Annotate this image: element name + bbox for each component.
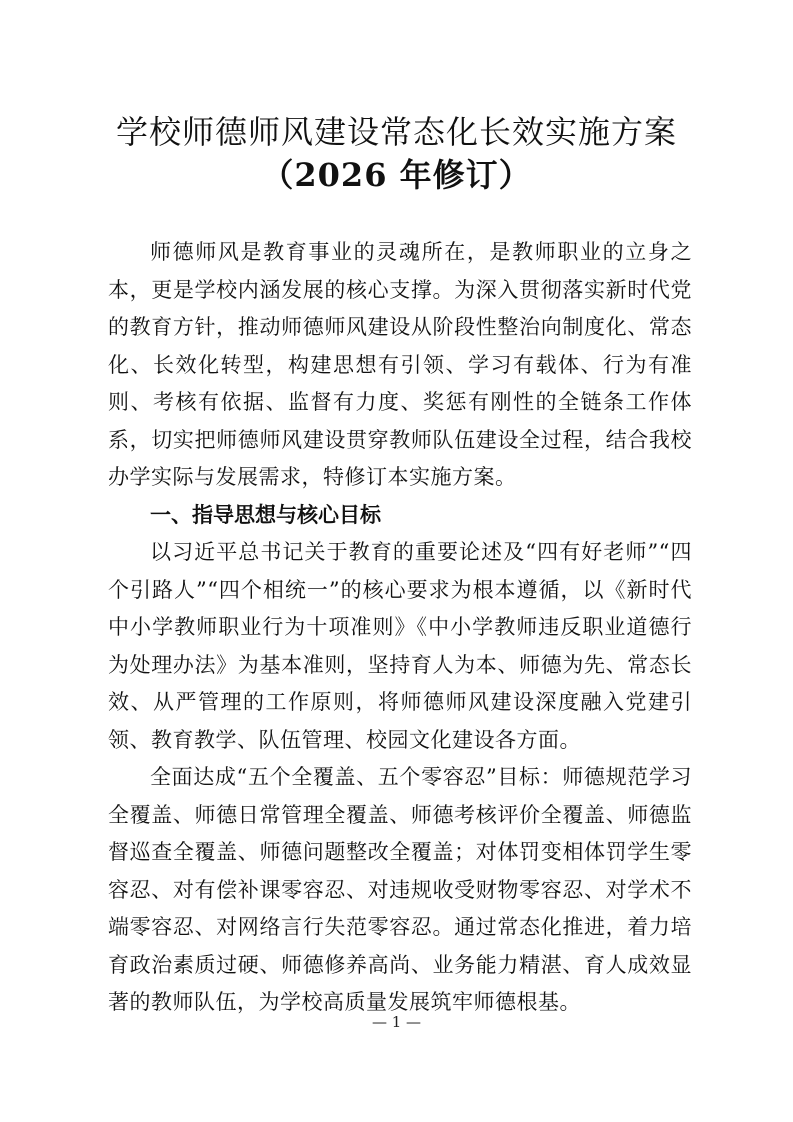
section-heading: 一、指导思想与核心目标: [150, 502, 381, 527]
section-paragraph-1: 以习近平总书记关于教育的重要论述及“四有好老师”“四个引路人”“四个相统一”的核心要求为根本遵循，以《新时代中小学教师职业行为十项准则》《中小学教师违反职业道德行为处理办法》为基本准则，坚持育人为本、师德为先、常态长效、从严管理的工作原则，将师德师风建设深度融入党建引领、教育教学、队伍管理、校园文化建设各方面。: [108, 540, 692, 752]
intro-paragraph: 师德师风是教育事业的灵魂所在，是教师职业的立身之本，更是学校内涵发展的核心支撑。为深入贯彻落实新时代党的教育方针，推动师德师风建设从阶段性整治向制度化、常态化、长效化转型，构建思想有引领、学习有载体、行为有准则、考核有依据、监督有力度、奖惩有刚性的全链条工作体系，切实把师德师风建设贯穿教师队伍建设全过程，结合我校办学实际与发展需求，特修订本实施方案。: [108, 240, 692, 489]
page-number: — 1 —: [371, 1013, 422, 1031]
section-paragraph-2: 全面达成“五个全覆盖、五个零容忍”目标：师德规范学习全覆盖、师德日常管理全覆盖、师德考核评价全覆盖、师德监督巡查全覆盖、师德问题整改全覆盖；对体罚变相体罚学生零容忍、对有偿补课零容忍、对违规收受财物零容忍、对学术不端零容忍、对网络言行失范零容忍。通过常态化推进，着力培育政治素质过硬、师德修养高尚、业务能力精湛、育人成效显著的教师队伍，为学校高质量发展筑牢师德根基。: [108, 765, 692, 1014]
document-subtitle: （2026 年修订）: [261, 156, 532, 194]
document-body: [108, 234, 692, 1022]
document-title: 学校师德师风建设常态化长效实施方案: [115, 113, 677, 151]
